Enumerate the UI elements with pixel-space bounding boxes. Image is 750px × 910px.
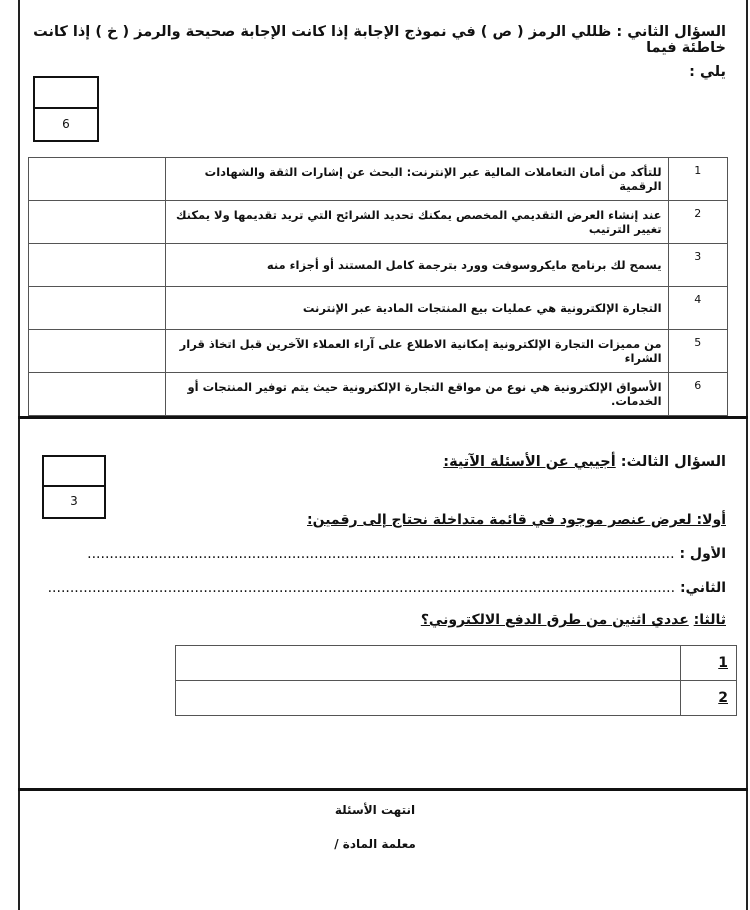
true-false-table (28, 157, 728, 416)
tf-statement: للتأكد من أمان التعاملات المالية عبر الإنترنت: البحث عن إشارات الثقة والشهادات الرقمية (165, 158, 668, 201)
tf-row (29, 373, 728, 416)
score-box-empty-cell (35, 78, 97, 109)
tf-answer-cell[interactable] (29, 158, 166, 201)
second-answer-dots[interactable]: ............................................................................................................................................. (47, 580, 676, 596)
section-divider (18, 416, 748, 419)
payment-row (176, 646, 737, 681)
answer-line-second (10, 580, 726, 596)
score-box-q3 (42, 455, 106, 519)
tf-statement: يسمح لك برنامج مايكروسوفت وورد بترجمة كامل المستند أو أجزاء منه (165, 244, 668, 287)
payment-answer-cell[interactable] (176, 681, 681, 716)
answer-line-first (36, 546, 726, 562)
tf-row-number: 1 (668, 158, 727, 201)
score-box-q2 (33, 76, 99, 142)
question-2-title-continued: يلي : (689, 64, 726, 80)
score-value: 3 (70, 494, 78, 508)
question-3-title (326, 454, 726, 470)
question-2-title: السؤال الثاني : ظللي الرمز ( ص ) في نموذج الإجابة إذا كانت الإجابة صحيحة والرمز ( خ ) إذا كانت خاطئة فيما (33, 24, 726, 56)
tf-row (29, 244, 728, 287)
tf-statement: الأسواق الإلكترونية هي نوع من مواقع التجارة الإلكترونية حيث يتم توفير المنتجات أو الخدمات. (165, 373, 668, 416)
part-3-prefix: ثالثا: (693, 612, 726, 628)
part-1-question: أولا: لعرض عنصر موجود في قائمة متداخلة نحتاج إلى رقمين: (307, 512, 726, 528)
second-label: الثاني: (679, 580, 726, 596)
payment-row-number: 2 (681, 681, 737, 716)
first-label: الأول : (679, 546, 726, 562)
tf-row-number: 3 (668, 244, 727, 287)
question-3-instruction: أجيبي عن الأسئلة الآتية: (443, 454, 616, 470)
score-value: 6 (62, 117, 70, 131)
part-3-question (326, 612, 726, 628)
end-of-questions: انتهت الأسئلة (334, 803, 416, 817)
payment-answer-cell[interactable] (176, 646, 681, 681)
tf-answer-cell[interactable] (29, 287, 166, 330)
tf-row (29, 201, 728, 244)
page-border-left (18, 0, 20, 910)
tf-statement: التجارة الإلكترونية هي عمليات بيع المنتجات المادية عبر الإنترنت (165, 287, 668, 330)
payment-methods-table (175, 645, 737, 716)
tf-answer-cell[interactable] (29, 201, 166, 244)
tf-statement: عند إنشاء العرض التقديمي المخصص يمكنك تحديد الشرائح التي تريد تقديمها ولا يمكنك تغيير الترتيب (165, 201, 668, 244)
tf-row-number: 5 (668, 330, 727, 373)
tf-answer-cell[interactable] (29, 330, 166, 373)
tf-row (29, 287, 728, 330)
page-border-right (746, 0, 748, 910)
tf-statement: من مميزات التجارة الإلكترونية إمكانية الاطلاع على آراء العملاء الآخرين قبل اتخاذ قرار الشراء (165, 330, 668, 373)
question-3-prefix: السؤال الثالث: (620, 454, 726, 470)
tf-row-number: 2 (668, 201, 727, 244)
tf-row (29, 158, 728, 201)
score-box-empty-cell (44, 457, 104, 487)
tf-row-number: 6 (668, 373, 727, 416)
footer-divider (18, 788, 748, 791)
first-answer-dots[interactable]: .................................................................................................................................... (87, 546, 675, 562)
payment-row (176, 681, 737, 716)
teacher-signature-label: معلمة المادة / (334, 837, 416, 851)
tf-row-number: 4 (668, 287, 727, 330)
part-3-text: عددي اثنين من طرق الدفع الالكتروني؟ (420, 612, 689, 628)
payment-row-number: 1 (681, 646, 737, 681)
tf-answer-cell[interactable] (29, 244, 166, 287)
tf-answer-cell[interactable] (29, 373, 166, 416)
tf-row (29, 330, 728, 373)
